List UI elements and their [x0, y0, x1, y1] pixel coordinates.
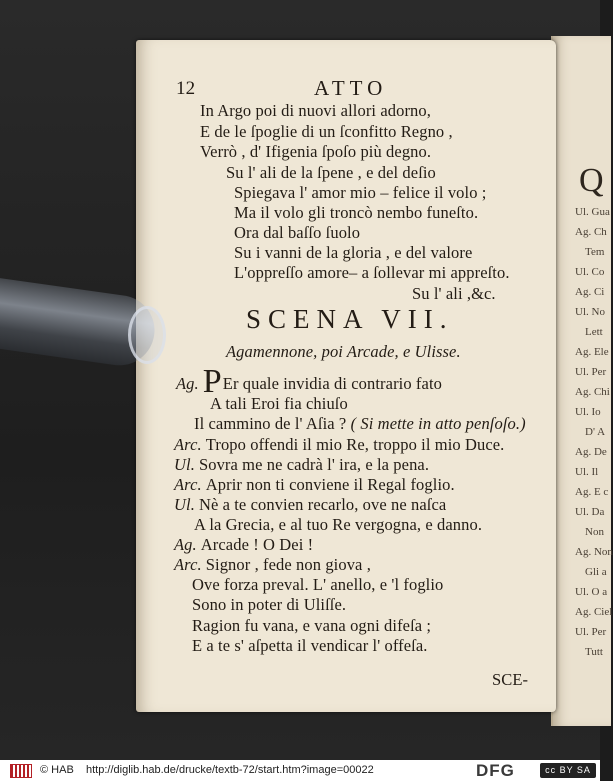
- facing-page-fragment: Ag. Ch: [575, 226, 607, 238]
- facing-page-fragment: Lett: [585, 326, 603, 338]
- speaker-label: Ag.: [174, 535, 197, 554]
- dialogue-text: Ragion fu vana, e vana ogni difeſa ;: [192, 616, 432, 635]
- speaker-label: Ag.: [176, 374, 199, 393]
- poem-line: Ma il volo gli troncò nembo funeſto.: [234, 203, 479, 222]
- drop-cap: P: [202, 363, 222, 400]
- dialogue-line: [174, 475, 455, 495]
- poem-line: Ora dal baſſo ſuolo: [234, 223, 361, 242]
- dialogue-text: Signor , fede non giova ,: [205, 555, 371, 574]
- poem-line: Verrò , d' Ifigenia ſpoſo più degno.: [200, 142, 432, 161]
- dialogue-line: [176, 363, 442, 400]
- dialogue-line: [192, 575, 443, 595]
- facing-page-fragment: Ul. No: [575, 306, 605, 318]
- dialogue-line: [174, 555, 371, 575]
- facing-page-fragment: Ul. Il: [575, 466, 599, 478]
- viewer-footer: [0, 760, 600, 781]
- facing-page-fragment: Ul. Per: [575, 366, 607, 378]
- poem-refrain: Su l' ali ,&c.: [412, 284, 496, 303]
- poem-line: Su i vanni de la gloria , e del valore: [234, 243, 473, 262]
- page-number: 12: [176, 78, 196, 99]
- poem-line: In Argo poi di nuovi allori adorno,: [200, 101, 431, 120]
- hab-logo-icon: [10, 764, 32, 778]
- dialogue-text: A tali Eroi fia chiuſo: [210, 394, 348, 413]
- speaker-label: Ul.: [174, 495, 195, 514]
- dialogue-text: Ove forza preval. L' anello, e 'l foglio: [192, 575, 444, 594]
- dialogue-line: [174, 535, 313, 555]
- dialogue-line: [174, 495, 446, 515]
- speaker-label: Arc.: [174, 555, 202, 574]
- dfg-logo[interactable]: DFG: [476, 761, 515, 780]
- book-page: [136, 40, 556, 712]
- dialogue-text: Aprir non ti conviene il Regal foglio.: [205, 475, 455, 494]
- facing-page-fragment: Ag. Ele: [575, 346, 609, 358]
- dialogue-text: Sono in poter di Uliſſe.: [192, 595, 347, 614]
- poem-line: E de le ſpoglie di un ſconfitto Regno ,: [200, 122, 453, 141]
- facing-page-fragment: Ag. Non: [575, 546, 613, 558]
- poem-line: L'oppreſſo amore– a ſollevar mi appreſto.: [234, 263, 510, 282]
- dialogue-line: [192, 595, 346, 615]
- cc-license-badge[interactable]: cc BY SA: [540, 763, 596, 778]
- dialogue-text: Tropo offendi il mio Re, troppo il mio Duce.: [205, 435, 505, 454]
- facing-page-fragment: Ag. Ciel: [575, 606, 613, 618]
- facing-page-fragment: D' A: [585, 426, 606, 438]
- dialogue-text: Arcade ! O Dei !: [200, 535, 314, 554]
- glass-weight-tip: [128, 306, 166, 364]
- facing-page-edge: [551, 36, 611, 726]
- speaker-label: Ul.: [174, 455, 195, 474]
- source-url-link[interactable]: http://diglib.hab.de/drucke/textb-72/start.htm?image=00022: [86, 764, 374, 776]
- facing-page-fragment: Ag. Chi: [575, 386, 610, 398]
- scene-cast: Agamennone, poi Arcade, e Ulisse.: [226, 342, 461, 361]
- poem-line: Su l' ali de la ſpene , e del deſio: [226, 163, 436, 182]
- copyright-label: © HAB: [40, 764, 74, 776]
- facing-page-fragment: Ul. Da: [575, 506, 605, 518]
- stage-direction: ( Si mette in atto penſoſo.): [350, 414, 526, 433]
- facing-page-fragment: Ul. Co: [575, 266, 605, 278]
- dialogue-text: Il cammino de l' Aſia ?: [194, 414, 347, 433]
- dialogue-text: E a te s' aſpetta il vendicar l' offeſa.: [192, 636, 428, 655]
- facing-page-fragment: Ul. Io: [575, 406, 601, 418]
- dialogue-text: Nè a te convien recarlo, ove ne naſca: [198, 495, 447, 514]
- facing-page-fragment: Ag. De: [575, 446, 607, 458]
- facing-page-initial: Q: [579, 162, 604, 199]
- facing-page-fragment: Tutt: [585, 646, 603, 658]
- dialogue-line: [210, 394, 348, 414]
- facing-page-fragment: Ag. Ci: [575, 286, 605, 298]
- catchword: SCE-: [492, 670, 529, 689]
- dialogue-line: [194, 414, 526, 434]
- facing-page-fragment: Non: [585, 526, 604, 538]
- dialogue-line: [192, 616, 431, 636]
- dialogue-line: [194, 515, 482, 535]
- dialogue-text: Er quale invidia di contrario fato: [222, 374, 442, 393]
- facing-page-fragment: Gli a: [585, 566, 607, 578]
- dialogue-line: [192, 636, 428, 656]
- speaker-label: Arc.: [174, 475, 202, 494]
- dialogue-text: A la Grecia, e al tuo Re vergogna, e danno.: [194, 515, 483, 534]
- facing-page-fragment: Ul. Per: [575, 626, 607, 638]
- speaker-label: Arc.: [174, 435, 202, 454]
- poem-line: Spiegava l' amor mio – felice il volo ;: [234, 183, 487, 202]
- facing-page-fragment: Tem: [585, 246, 605, 258]
- facing-page-fragment: Ul. O a: [575, 586, 608, 598]
- dialogue-line: [174, 435, 504, 455]
- scene-title: SCENA VII.: [246, 304, 454, 334]
- dialogue-line: [174, 455, 429, 475]
- facing-page-fragment: Ul. Gua: [575, 206, 610, 218]
- dialogue-text: Sovra me ne cadrà l' ira, e la pena.: [198, 455, 430, 474]
- facing-page-fragment: Ag. E c: [575, 486, 609, 498]
- running-head: ATTO: [314, 76, 388, 100]
